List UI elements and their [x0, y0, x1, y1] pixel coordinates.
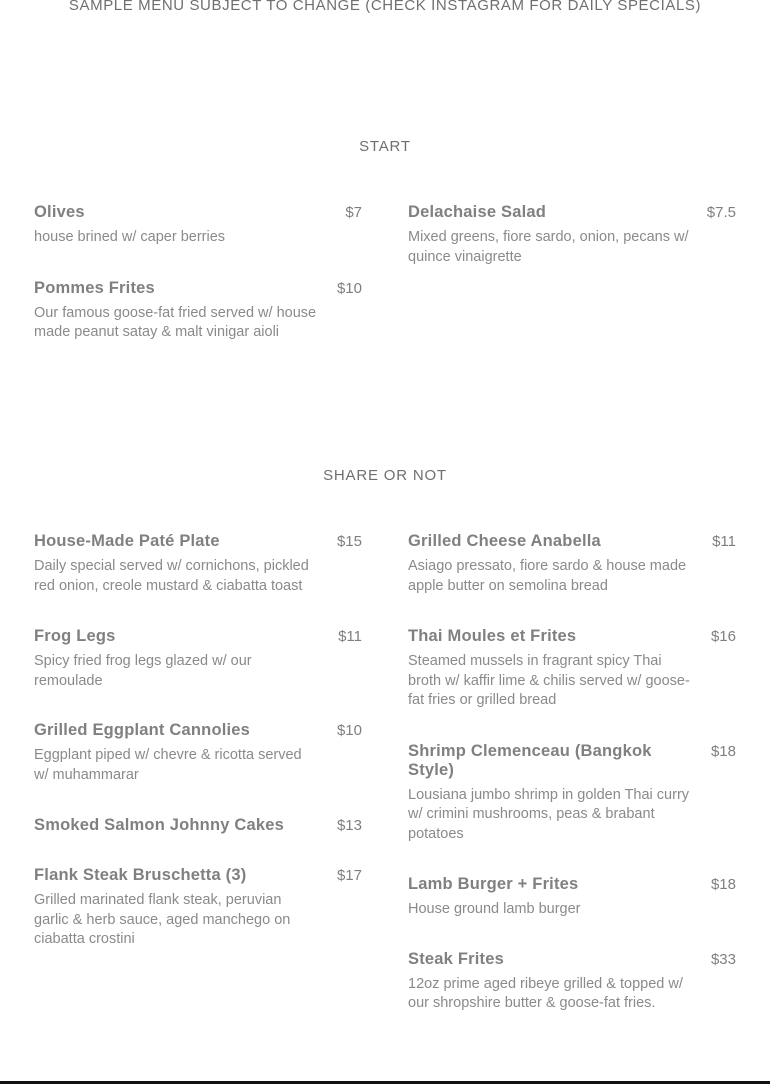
item-price: $13: [336, 817, 362, 834]
share-left-column: [34, 532, 362, 950]
item-name: Smoked Salmon Johnny Cakes: [34, 816, 285, 834]
item-name: Thai Moules et Frites: [408, 627, 577, 645]
menu-item: [408, 950, 736, 1014]
item-description: Daily special served w/ cornichons, pickled red onion, creole mustard & ciabatta toast: [34, 558, 309, 594]
menu-item: [408, 627, 736, 711]
menu-item: [34, 866, 362, 950]
item-price: $16: [710, 628, 736, 645]
menu-item: [408, 532, 736, 596]
menu-item: [34, 816, 362, 835]
item-name: Steak Frites: [408, 949, 504, 968]
item-description: Our famous goose-fat fried served w/ house made peanut satay & malt vinigar aioli: [34, 304, 317, 340]
item-price: $17: [336, 867, 362, 884]
item-description: Grilled marinated flank steak, peruvian garlic & herb sauce, aged manchego on ciabatta crostini: [34, 892, 291, 947]
item-name: Flank Steak Bruschetta (3): [34, 866, 247, 884]
item-price: $18: [710, 876, 736, 893]
menu-item: [408, 875, 736, 920]
item-name: Delachaise Salad: [408, 203, 547, 221]
item-description: 12oz prime aged ribeye grilled & topped w/ our shropshire butter & goose-fat fries.: [408, 975, 683, 1011]
item-price: $11: [712, 533, 736, 550]
menu-notice: SAMPLE MENU SUBJECT TO CHANGE (CHECK INSTAGRAM FOR DAILY SPECIALS): [68, 0, 702, 14]
item-price: $7: [345, 204, 362, 221]
menu-item: [34, 532, 362, 596]
item-description: Mixed greens, fiore sardo, onion, pecans w/ quince vinaigrette: [408, 229, 689, 265]
item-price: $18: [710, 742, 736, 760]
start-left-column: [34, 203, 362, 343]
menu-item: [34, 279, 362, 343]
item-description: house brined w/ caper berries: [34, 229, 226, 245]
menu-item: [408, 742, 736, 845]
menu-item: [34, 203, 362, 248]
item-name: Shrimp Clemenceau (Bangkok Style): [408, 741, 652, 779]
item-name: Lamb Burger + Frites: [408, 875, 579, 893]
item-description: Asiago pressato, fiore sardo & house made apple butter on semolina bread: [408, 558, 687, 594]
menu-item: [34, 627, 362, 691]
menu-item: [34, 721, 362, 785]
item-name: Frog Legs: [34, 627, 116, 645]
item-price: $15: [336, 533, 362, 550]
menu-item: [408, 203, 736, 267]
item-price: $10: [336, 279, 362, 297]
item-name: Pommes Frites: [34, 278, 155, 297]
item-name: House-Made Paté Plate: [34, 532, 220, 550]
item-description: House ground lamb burger: [408, 901, 581, 917]
section-title-share-or-not: SHARE OR NOT: [323, 467, 447, 484]
item-price: $11: [338, 628, 362, 645]
item-name: Olives: [34, 203, 85, 221]
item-description: Eggplant piped w/ chevre & ricotta served w/ muhammarar: [34, 747, 302, 783]
item-description: Lousiana jumbo shrimp in golden Thai curry w/ crimini mushrooms, peas & brabant potatoes: [408, 786, 690, 842]
item-name: Grilled Eggplant Cannolies: [34, 721, 251, 739]
start-right-column: [408, 203, 736, 267]
item-price: $10: [336, 722, 362, 739]
section-title-start: START: [359, 138, 411, 155]
item-description: Steamed mussels in fragrant spicy Thai broth w/ kaffir lime & chilis served w/ goose-fat fries or grilled bread: [408, 653, 690, 708]
item-price: $7.5: [706, 204, 736, 221]
share-right-column: [408, 532, 736, 1014]
item-description: Spicy fried frog legs glazed w/ our remoulade: [34, 653, 252, 689]
item-price: $33: [710, 950, 736, 968]
item-name: Grilled Cheese Anabella: [408, 532, 601, 550]
